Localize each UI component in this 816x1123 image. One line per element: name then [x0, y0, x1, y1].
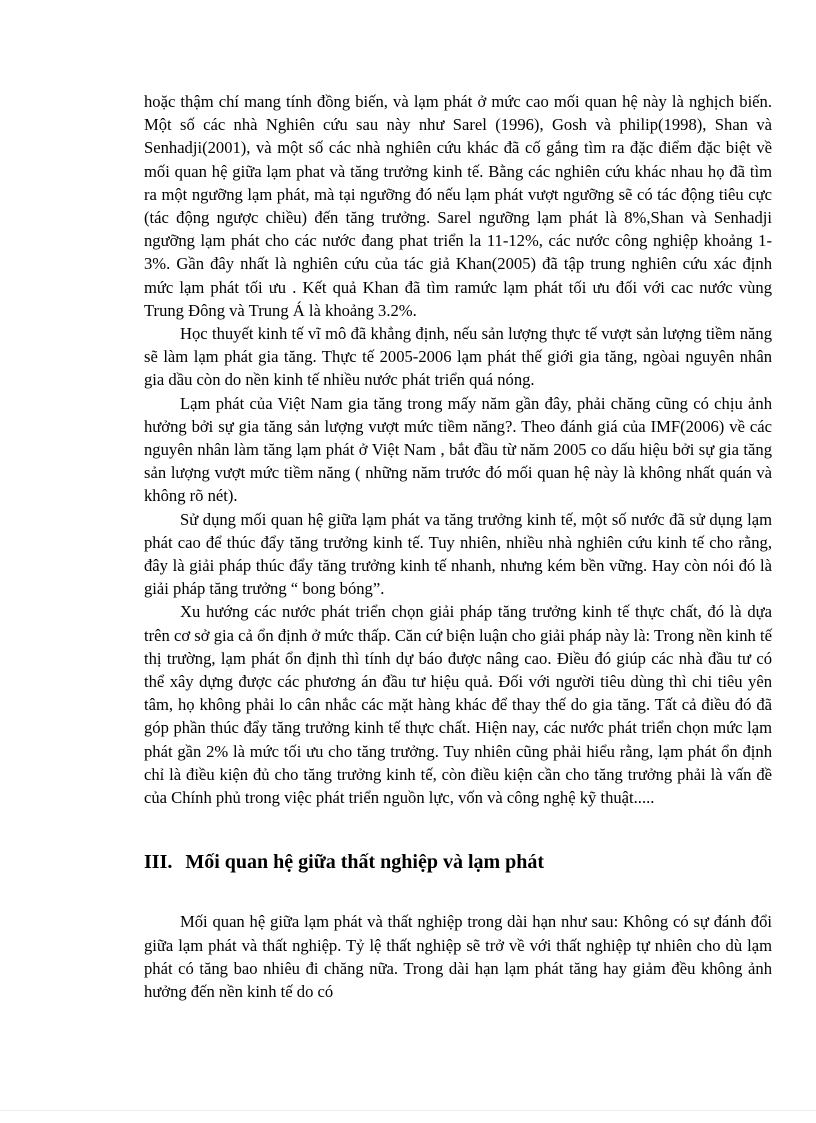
- paragraph: Xu hướng các nước phát triển chọn giải pháp tăng trưởng kinh tế thực chất, đó là dựa trên cơ sở gia cả ổn định ở mức thấp. Căn cứ biện luận cho giải pháp này là: Trong nền kinh tế thị trường, lạm phát ổn định thì tính dự báo được nâng cao. Điều đó giúp các nhà đầu tư có thể xây dựng được các phương án đầu tư hiệu quả. Đối với người tiêu dùng thì chi tiêu yên tâm, họ không phải lo cân nhắc các mặt hàng khác để thay thế do gia tăng. Tất cả điều đó đã góp phần thúc đẩy tăng trưởng kinh tế thực chất. Hiện nay, các nước phát triển chọn mức lạm phát gần 2% là mức tối ưu cho tăng trưởng. Tuy nhiên cũng phải hiểu rằng, lạm phát ổn định chỉ là điều kiện đủ cho tăng trưởng kinh tế, còn điều kiện cần cho tăng trưởng phải là vấn đề của Chính phủ trong việc phát triển nguồn lực, vốn và công nghệ kỹ thuật.....: [144, 602, 772, 808]
- paragraphs-before: [144, 90, 772, 809]
- paragraph: Học thuyết kinh tế vĩ mô đã khẳng định, nếu sản lượng thực tế vượt sản lượng tiềm năng sẽ làm lạm phát gia tăng. Thực tế 2005-2006 lạm phát thế giới gia tăng, ngòai nguyên nhân gia dầu còn do nền kinh tế nhiều nước phát triển quá nóng.: [144, 324, 772, 390]
- page-bottom-divider: [0, 1110, 816, 1111]
- section-heading: [144, 849, 772, 875]
- paragraph: Lạm phát của Việt Nam gia tăng trong mấy năm gần đây, phải chăng cũng có chịu ảnh hưởng bởi sự gia tăng sản lượng vượt mức tiềm năng?. Theo đánh giá của IMF(2006) về các nguyên nhân làm tăng lạm phát ở Việt Nam , bắt đầu từ năm 2005 co dấu hiệu bởi sự gia tăng sản lượng vượt mức tiềm năng ( những năm trước đó mối quan hệ này là không nhất quán và không rõ nét).: [144, 393, 772, 506]
- paragraph: Sử dụng mối quan hệ giữa lạm phát va tăng trưởng kinh tế, một số nước đã sử dụng lạm phát cao để thúc đẩy tăng trưởng kinh tế. Tuy nhiên, nhiều nhà nghiên cứu kinh tế cho rằng, đây là giải pháp thúc đẩy tăng trưởng kinh tế nhanh, nhưng kém bền vững. Hay còn nói đó là giải pháp tăng trưởng “ bong bóng”.: [144, 509, 772, 599]
- section-title: Mối quan hệ giữa thất nghiệp và lạm phát: [185, 851, 545, 874]
- section-number: III.: [144, 851, 173, 874]
- paragraph: hoặc thậm chí mang tính đồng biến, và lạm phát ở mức cao mối quan hệ này là nghịch biến. Một số các nhà Nghiên cứu sau này như Sarel (1996), Gosh và philip(1998), Shan và Senhadji(2001), và một số các nhà nghiên cứu khác đã cố gắng tìm ra đặc điểm đặc biệt về mối quan hệ giữa lạm phat và tăng trưởng kinh tế. Bằng các nghiên cứu khác nhau họ đã tìm ra một ngưỡng lạm phát, mà tại ngưỡng đó nếu lạm phát vượt ngưỡng sẽ có tác động tiêu cực (tác động ngược chiều) đến tăng trưởng. Sarel ngưỡng lạm phát là 8%,Shan và Senhadji ngưỡng lạm phát cho các nước đang phat triển la 11-12%, các nước công nghiệp khoảng 1-3%. Gần đây nhất là nghiên cứu của tác giả Khan(2005) đã tập trung nghiên cứu xác định mức lạm phát tối ưu . Kết quả Khan đã tìm ramức lạm phát tối ưu đối với cac nước vùng Trung Đông và Trung Á là khoảng 3.2%.: [144, 92, 772, 320]
- paragraphs-after: [144, 910, 772, 1003]
- paragraph: Mối quan hệ giữa lạm phát và thất nghiệp trong dài hạn như sau: Không có sự đánh đổi giữa lạm phát và thất nghiệp. Tỷ lệ thất nghiệp sẽ trở về với thất nghiệp tự nhiên cho dù lạm phát có tăng bao nhiêu đi chăng nữa. Trong dài hạn lạm phát tăng hay giảm đều không ảnh hưởng đến nền kinh tế do có: [144, 912, 772, 1001]
- document-page: [144, 90, 772, 1003]
